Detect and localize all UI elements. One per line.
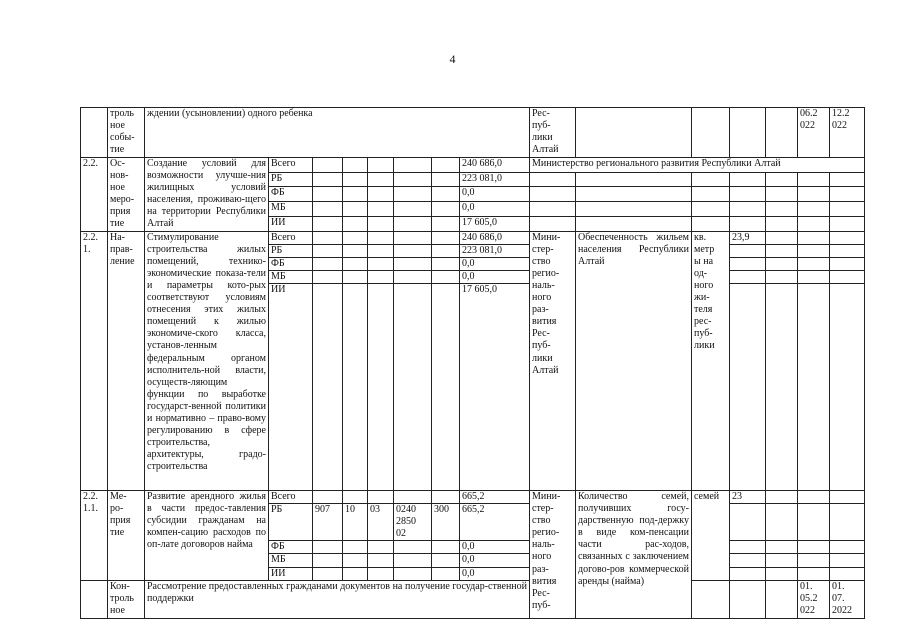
cell-source: ФБ <box>269 257 313 270</box>
cell-type: Кон- троль ное <box>108 580 145 618</box>
cell-empty <box>766 108 798 158</box>
cell-source: РБ <box>269 172 313 187</box>
table-row <box>81 231 865 244</box>
cell-code: 2.2. 1. <box>81 231 108 490</box>
cell-type: Ос- нов- ное меро- прия тие <box>108 158 145 232</box>
cell-amount: 0,0 <box>460 187 530 202</box>
cell-source: Всего <box>269 231 313 244</box>
cell-executor: Мини- стер- ство регио- наль- ного раз- вития Рес- пуб- <box>530 490 576 618</box>
table-row <box>81 580 865 618</box>
cell-source: МБ <box>269 270 313 283</box>
cell-value <box>730 580 766 618</box>
cell-amount: 223 081,0 <box>460 172 530 187</box>
table-row <box>81 490 865 503</box>
cell-source: Всего <box>269 158 313 173</box>
cell-source: МБ <box>269 554 313 567</box>
cell-value: 23 <box>730 490 766 503</box>
cell-empty <box>766 580 798 618</box>
cell-vr: 300 <box>432 504 460 541</box>
cell-code: 2.2. <box>81 158 108 232</box>
cell-name: Создание условий для возможности улучше-ния жилищных условий населения, проживаю-щего на территории Республики Алтай <box>145 158 269 232</box>
cell-executor: Министерство регионального развития Республики Алтай <box>530 158 865 173</box>
cell-executor: Мини- стер- ство регио- наль- ного раз- вития Рес- пуб- лики Алтай <box>530 231 576 490</box>
cell-name: Рассмотрение предоставленных гражданами документов на получение государ-ственной поддержки <box>145 580 530 618</box>
cell-date-end: 01. 07. 2022 <box>830 580 865 618</box>
cell-amount: 665,2 <box>460 504 530 541</box>
cell-source: ИИ <box>269 216 313 231</box>
cell-name: Развитие арендного жилья в части предос-тавления субсидии гражданам на компен-сацию расходов по оп-лате договоров найма <box>145 490 269 580</box>
cell-amount: 0,0 <box>460 567 530 580</box>
cell-date-end: 12.2 022 <box>830 108 865 158</box>
cell-type: троль ное собы- тие <box>108 108 145 158</box>
table-row <box>81 108 865 158</box>
cell-amount: 665,2 <box>460 490 530 503</box>
cell-indicator: Количество семей, получивших госу-дарственную под-держку в виде ком-пенсации части рас-ходов, связанных с заключением догово-ров коммерческой аренды (найма) <box>576 490 692 618</box>
cell-amount: 17 605,0 <box>460 216 530 231</box>
cell-amount: 240 686,0 <box>460 231 530 244</box>
cell-source: МБ <box>269 202 313 217</box>
cell-amount: 0,0 <box>460 541 530 554</box>
page-number: 4 <box>449 52 456 66</box>
cell-source: Всего <box>269 490 313 503</box>
cell-date-start: 01. 05.2 022 <box>798 580 830 618</box>
cell-source: ФБ <box>269 541 313 554</box>
cell-type: На- прав- ление <box>108 231 145 490</box>
cell-value: 23,9 <box>730 231 766 244</box>
cell-pr: 03 <box>368 504 394 541</box>
cell-rz: 10 <box>343 504 368 541</box>
cell-amount: 0,0 <box>460 554 530 567</box>
cell-amount: 240 686,0 <box>460 158 530 173</box>
cell-source: РБ <box>269 244 313 257</box>
cell-unit <box>692 108 730 158</box>
cell-csr: 0240 2850 02 <box>394 504 432 541</box>
cell-code: 2.2. 1.1. <box>81 490 108 580</box>
cell-source: ИИ <box>269 567 313 580</box>
table-row <box>81 158 865 173</box>
cell-amount: 0,0 <box>460 270 530 283</box>
cell-amount: 223 081,0 <box>460 244 530 257</box>
program-table <box>80 107 865 619</box>
cell-amount: 0,0 <box>460 257 530 270</box>
cell-unit <box>692 580 730 618</box>
cell-amount: 17 605,0 <box>460 283 530 490</box>
cell-source: ИИ <box>269 283 313 490</box>
cell-type: Ме- ро- прия тие <box>108 490 145 580</box>
cell-indicator: Обеспеченность жильем населения Республики Алтай <box>576 231 692 490</box>
cell-grbs: 907 <box>313 504 343 541</box>
cell-unit: семей <box>692 490 730 580</box>
cell-unit: кв. метр ы на од- ного жи- теля рес- пуб- лики <box>692 231 730 490</box>
cell-date-start: 06.2 022 <box>798 108 830 158</box>
cell-source: РБ <box>269 504 313 541</box>
cell-executor: Рес- пуб- лики Алтай <box>530 108 576 158</box>
cell-indicator <box>576 108 692 158</box>
cell-name: ждении (усыновлении) одного ребенка <box>145 108 530 158</box>
cell-name: Стимулирование строительства жилых помещений, технико-экономические показа-тели и параметры кото-рых соответствуют условиям отнесения этих жилых помещений к жилью экономиче-ского класса, установ-ленным федеральным органом исполнитель-ной власти, осуществ-ляющим функции по выработке государст-венной политики и нормативно – право-вому регулированию в сфере строительства, архитектуры, градо-строительства <box>145 231 269 490</box>
cell-source: ФБ <box>269 187 313 202</box>
cell-value <box>730 108 766 158</box>
cell-amount: 0,0 <box>460 202 530 217</box>
cell-code <box>81 108 108 158</box>
cell-code <box>81 580 108 618</box>
